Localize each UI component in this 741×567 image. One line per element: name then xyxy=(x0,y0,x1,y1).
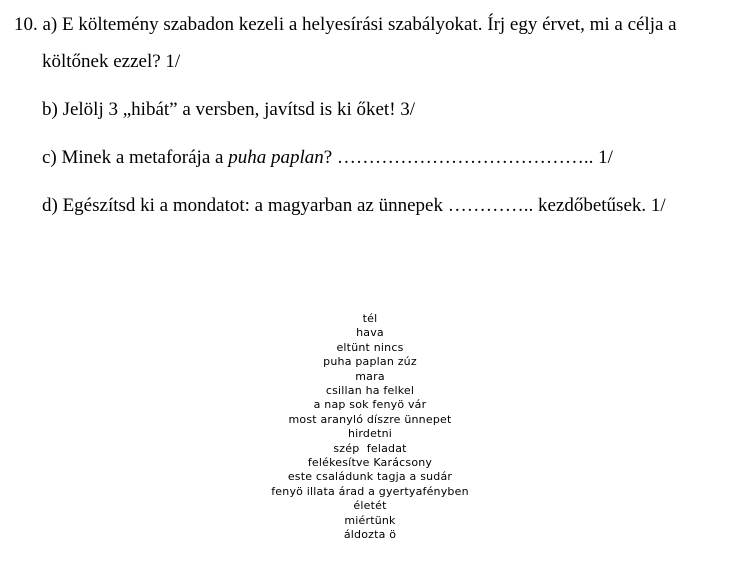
poem-line: most aranyló díszre ünnepet xyxy=(288,412,452,426)
poem-line: a nap sok fenyö vár xyxy=(313,398,427,412)
poem-line: miértünk xyxy=(344,513,396,527)
poem-line: hirdetni xyxy=(347,427,393,441)
question-10c-text-after: ? ………………………………….. 1/ xyxy=(323,147,613,168)
poem-line: életét xyxy=(353,499,387,513)
poem-line: szép feladat xyxy=(333,441,407,455)
poem-line: puha paplan zúz xyxy=(323,355,417,369)
poem-line: este családunk tagja a sudár xyxy=(287,470,453,484)
poem-line: eltünt nincs xyxy=(336,340,404,354)
poem-line: mara xyxy=(355,369,385,383)
poem-line: fenyö illata árad a gyertyafényben xyxy=(271,484,469,498)
question-10a-line1: 10. a) E költemény szabadon kezeli a helyesírási szabályokat. Írj egy érvet, mi a célja a xyxy=(14,14,677,35)
question-10c-text-before: c) Minek a metaforája a xyxy=(42,147,229,168)
question-10a-line2: költőnek ezzel? 1/ xyxy=(42,51,181,72)
poem-line: hava xyxy=(356,326,384,340)
poem-line: felékesítve Karácsony xyxy=(307,456,433,470)
poem-line: áldozta ö xyxy=(343,528,397,542)
poem xyxy=(220,312,520,543)
poem-line: csillan ha felkel xyxy=(325,384,415,398)
poem-line: tél xyxy=(362,312,378,325)
question-10b: b) Jelölj 3 „hibát” a versben, javítsd is ki őket! 3/ xyxy=(42,99,416,120)
question-10d: d) Egészítsd ki a mondatot: a magyarban az ünnepek ………….. kezdőbetűsek. 1/ xyxy=(42,195,666,216)
question-10c xyxy=(42,146,613,170)
question-10c-italic-phrase: puha paplan xyxy=(228,147,324,168)
